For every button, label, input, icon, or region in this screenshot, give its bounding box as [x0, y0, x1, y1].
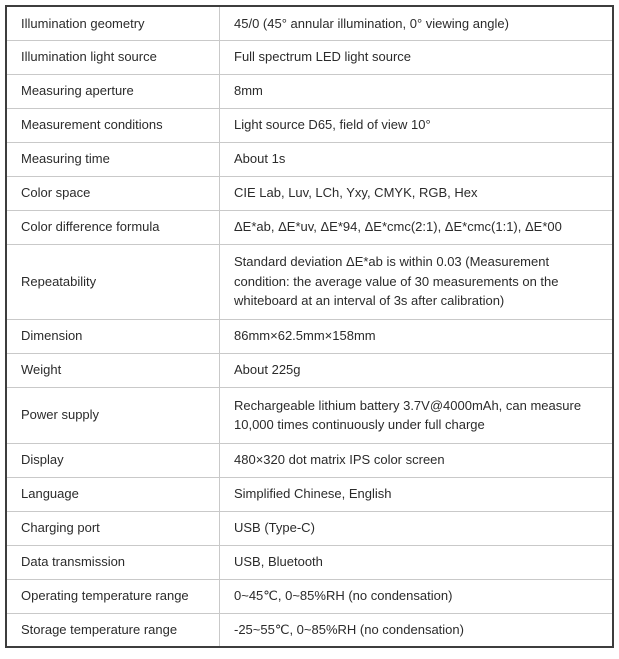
spec-name: Illumination geometry [6, 6, 220, 40]
spec-value: 0~45℃, 0~85%RH (no condensation) [220, 579, 614, 613]
spec-name: Measuring time [6, 142, 220, 176]
spec-name: Storage temperature range [6, 613, 220, 647]
spec-name: Illumination light source [6, 40, 220, 74]
spec-value: About 225g [220, 353, 614, 387]
spec-table-body [6, 6, 613, 647]
spec-name: Weight [6, 353, 220, 387]
spec-value: 45/0 (45° annular illumination, 0° viewing angle) [220, 6, 614, 40]
table-row [6, 579, 613, 613]
spec-value: CIE Lab, Luv, LCh, Yxy, CMYK, RGB, Hex [220, 176, 614, 210]
spec-name: Color difference formula [6, 210, 220, 244]
spec-value: USB, Bluetooth [220, 545, 614, 579]
table-row [6, 108, 613, 142]
table-row [6, 6, 613, 40]
table-row [6, 545, 613, 579]
spec-name: Display [6, 443, 220, 477]
table-row [6, 244, 613, 319]
spec-name: Color space [6, 176, 220, 210]
spec-value: 86mm×62.5mm×158mm [220, 319, 614, 353]
spec-name: Measurement conditions [6, 108, 220, 142]
spec-value: Full spectrum LED light source [220, 40, 614, 74]
table-row [6, 511, 613, 545]
spec-value: 8mm [220, 74, 614, 108]
table-row [6, 353, 613, 387]
spec-name: Data transmission [6, 545, 220, 579]
spec-name: Measuring aperture [6, 74, 220, 108]
table-row [6, 443, 613, 477]
table-row [6, 477, 613, 511]
spec-value: 480×320 dot matrix IPS color screen [220, 443, 614, 477]
spec-name: Repeatability [6, 244, 220, 319]
spec-value: -25~55℃, 0~85%RH (no condensation) [220, 613, 614, 647]
spec-value: Standard deviation ΔE*ab is within 0.03 (Measurement condition: the average value of 30 measurements on the whiteboard at an interval of 3s after calibration) [220, 244, 614, 319]
spec-name: Operating temperature range [6, 579, 220, 613]
table-row [6, 387, 613, 443]
spec-value: USB (Type-C) [220, 511, 614, 545]
spec-name: Dimension [6, 319, 220, 353]
spec-value: ΔE*ab, ΔE*uv, ΔE*94, ΔE*cmc(2:1), ΔE*cmc(1:1), ΔE*00 [220, 210, 614, 244]
spec-name: Power supply [6, 387, 220, 443]
spec-table [5, 5, 614, 648]
table-row [6, 142, 613, 176]
table-row [6, 319, 613, 353]
spec-name: Language [6, 477, 220, 511]
table-row [6, 176, 613, 210]
table-row [6, 40, 613, 74]
table-row [6, 74, 613, 108]
spec-value: Light source D65, field of view 10° [220, 108, 614, 142]
table-row [6, 613, 613, 647]
spec-value: Rechargeable lithium battery 3.7V@4000mAh, can measure 10,000 times continuously under full charge [220, 387, 614, 443]
spec-value: Simplified Chinese, English [220, 477, 614, 511]
spec-name: Charging port [6, 511, 220, 545]
spec-value: About 1s [220, 142, 614, 176]
table-row [6, 210, 613, 244]
